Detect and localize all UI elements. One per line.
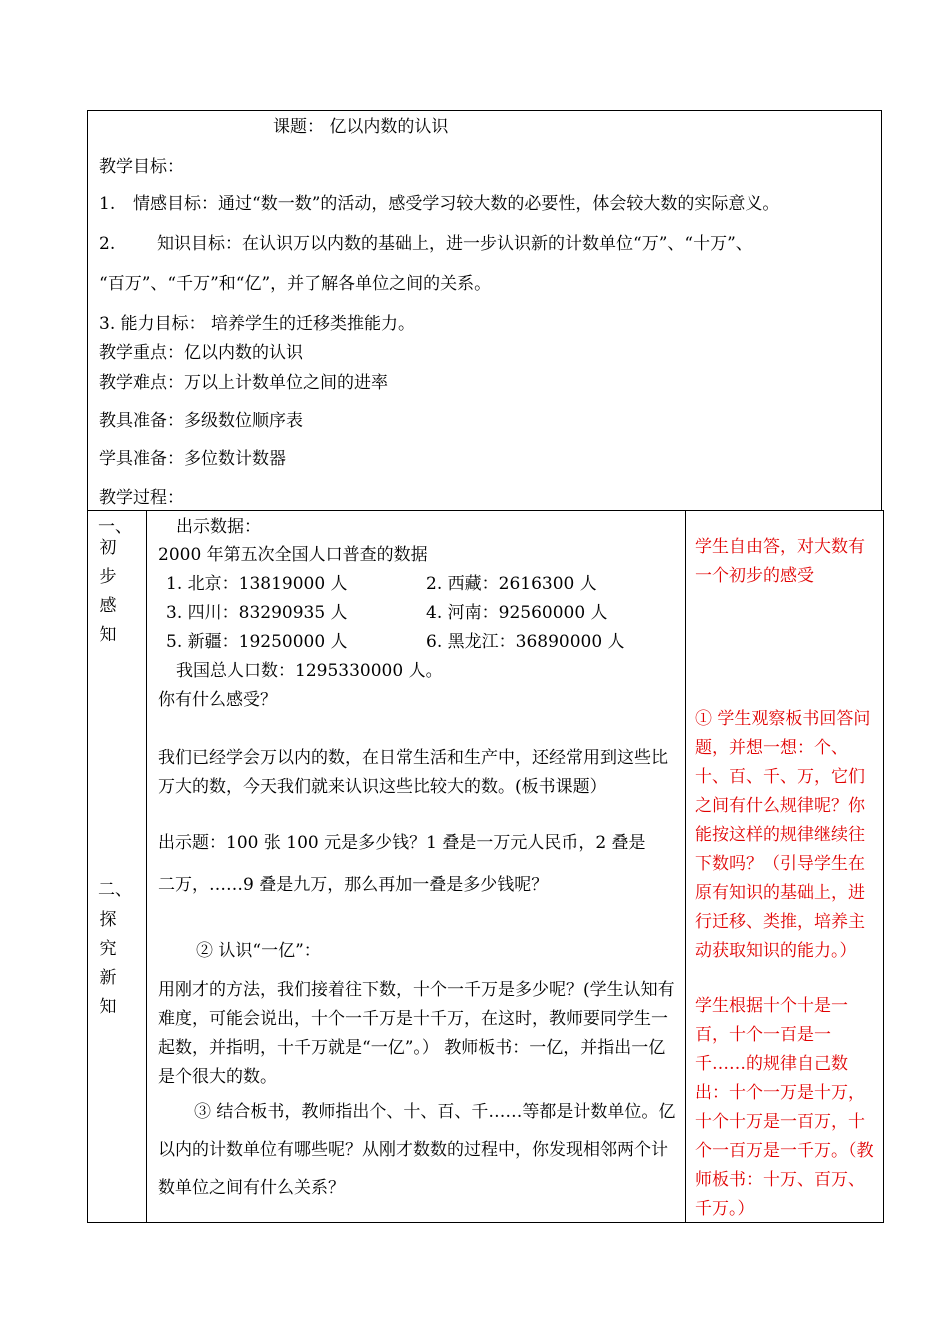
- census-item: 4. 河南：92560000 人: [426, 603, 608, 623]
- census-item: 2. 西藏：2616300 人: [426, 574, 597, 594]
- section1-label: 初 步 感 知: [99, 538, 117, 645]
- process-heading: 教学过程：: [99, 488, 184, 508]
- step3-paragraph: ③ 结合板书，教师指出个、十、百、千……等都是计数单位。亿以内的计数单位有哪些呢？从刚才数数的过程中，你发现相邻两个计数单位之间有什么关系？: [158, 1102, 676, 1198]
- section1-number: 一、: [98, 517, 132, 537]
- teacher-tools: 教具准备：多级数位顺序表: [99, 411, 303, 431]
- step2-paragraph: 用刚才的方法，我们接着往下数，十个一千万是多少呢？(学生认知有难度，可能会说出，十个一千万是十千万，在这时，教师要同学生一起数，并指明，十千万就是“一亿”。） 教师板书：一亿，并指出一亿是个很大的数。: [158, 980, 675, 1087]
- column-divider-1: [146, 510, 147, 1223]
- census-item: 1. 北京：13819000 人: [166, 574, 348, 594]
- total-population: 我国总人口数：1295330000 人。: [176, 661, 443, 681]
- page-title: 课题： 亿以内数的认识: [273, 117, 449, 137]
- section2-label: 探 究 新 知: [99, 910, 117, 1017]
- goal2-number: 2.: [99, 234, 116, 254]
- step2-heading: ② 认识“一亿”：: [196, 941, 321, 961]
- goal1-number: 1.: [99, 194, 116, 214]
- census-item: 3. 四川：83290935 人: [166, 603, 348, 623]
- difficulty: 教学难点：万以上计数单位之间的进率: [99, 373, 388, 393]
- feeling-question: 你有什么感受？: [158, 690, 277, 710]
- census-item: 5. 新疆：19250000 人: [166, 632, 348, 652]
- show-data: 出示数据：: [176, 517, 261, 537]
- note-3: 学生根据十个十是一百，十个一百是一千……的规律自己数出：十个一万是十万，十个十万是一百万，十个一百万是一千万。（教师板书：十万、百万、千万。）: [695, 996, 874, 1219]
- question-line2: 二万，……9 叠是九万，那么再加一叠是多少钱呢？: [158, 875, 549, 895]
- intro-paragraph: 我们已经学会万以内的数，在日常生活和生产中，还经常用到这些比万大的数，今天我们就来认识这些比较大的数。(板书课题）: [158, 748, 668, 797]
- note-2: ① 学生观察板书回答问题，并想一想：个、十、百、千、万，它们之间有什么规律呢？你能按这样的规律继续往下数吗？（引导学生在原有知识的基础上，进行迁移、类推，培养主动获取知识的能力。）: [695, 709, 871, 961]
- question-line1: 出示题：100 张 100 元是多少钱？1 叠是一万元人民币，2 叠是: [158, 833, 646, 853]
- goal1-text: 情感目标：通过“数一数”的活动，感受学习较大数的必要性，体会较大数的实际意义。: [133, 194, 780, 214]
- census-title: 2000 年第五次全国人口普查的数据: [158, 545, 428, 565]
- goal2-text-line2: “百万”、“千万”和“亿”，并了解各单位之间的关系。: [99, 274, 492, 294]
- goal2-text-line1: 知识目标：在认识万以内数的基础上，进一步认识新的计数单位“万”、“十万”、: [157, 234, 753, 254]
- census-item: 6. 黑龙江：36890000 人: [426, 632, 625, 652]
- goals-heading: 教学目标：: [99, 157, 184, 177]
- section2-number: 二、: [98, 880, 132, 900]
- key-point: 教学重点：亿以内数的认识: [99, 343, 303, 363]
- note-1: 学生自由答，对大数有一个初步的感受: [695, 537, 865, 586]
- student-tools: 学具准备：多位数计数器: [99, 449, 286, 469]
- column-divider-2: [685, 510, 686, 1223]
- goal3-text: 3. 能力目标： 培养学生的迁移类推能力。: [99, 314, 416, 334]
